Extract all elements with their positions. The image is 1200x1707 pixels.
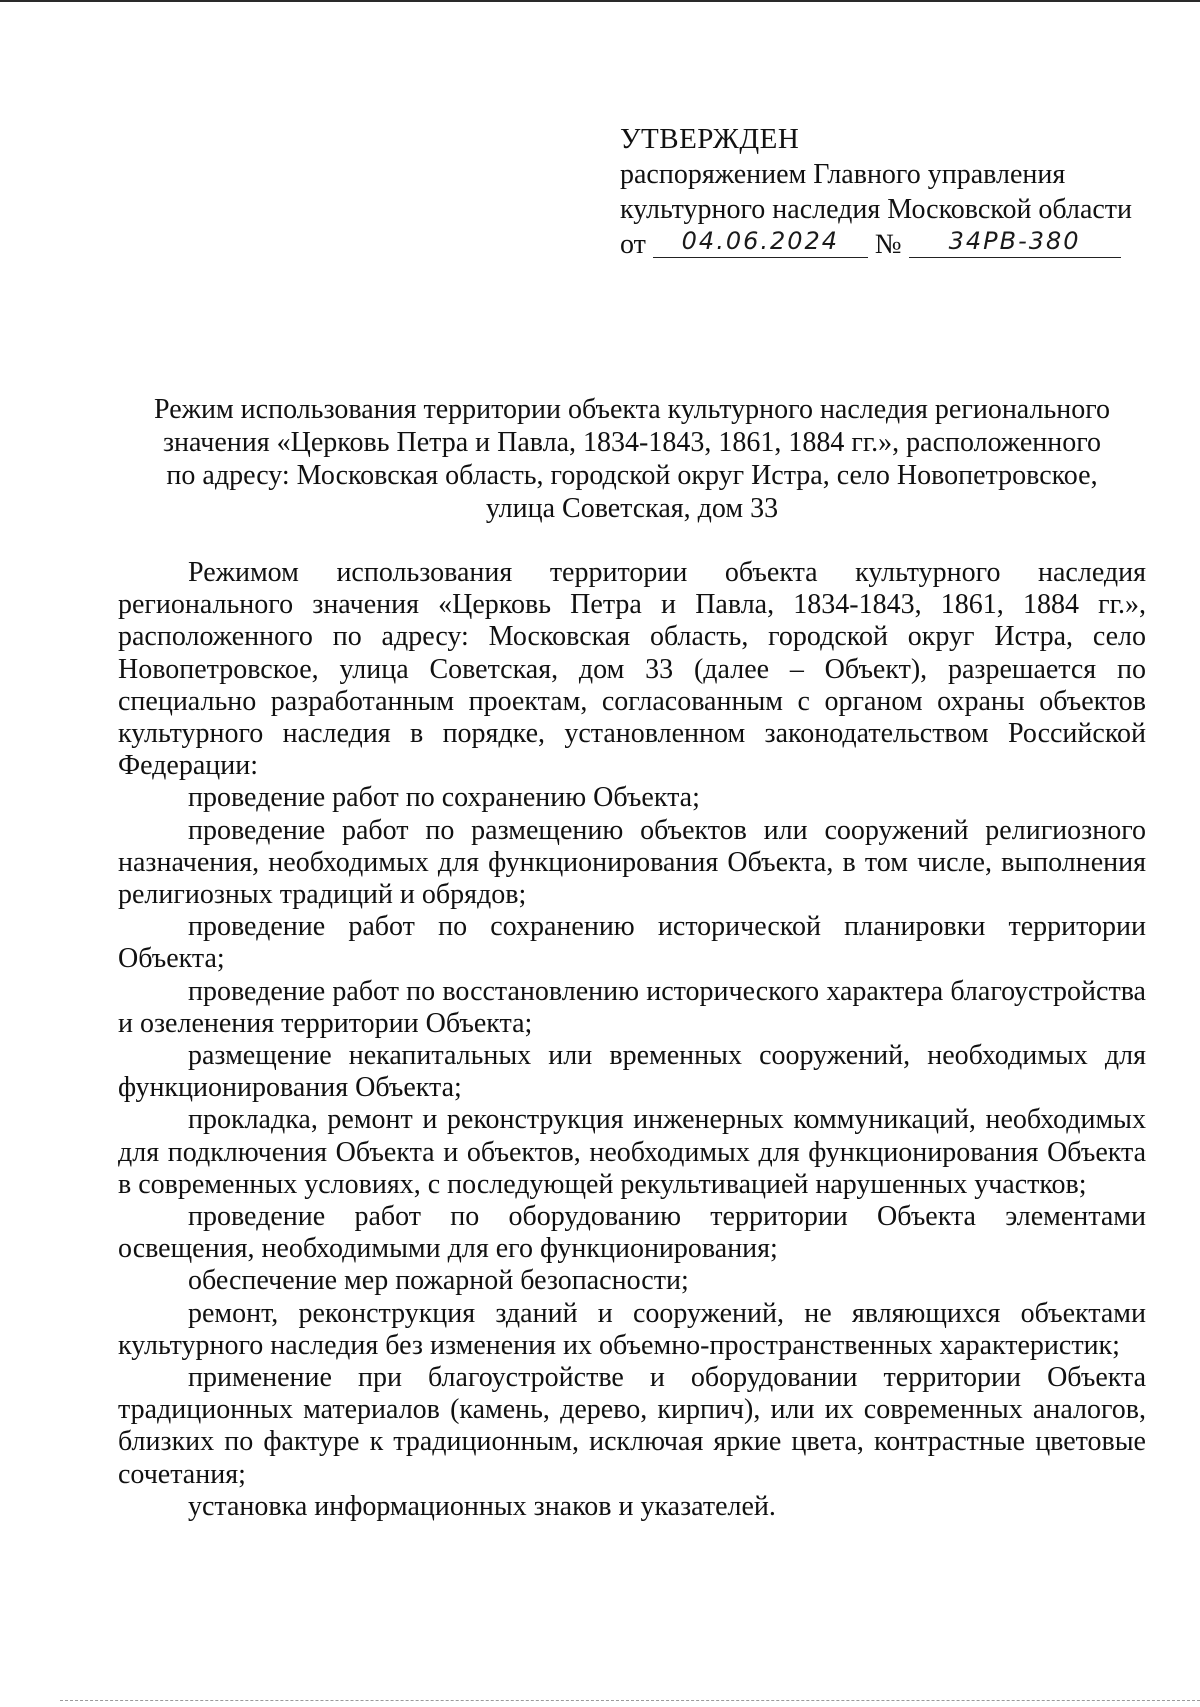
list-item: проведение работ по сохранению Объекта; xyxy=(188,782,700,814)
title-line-4: улица Советская, дом 33 xyxy=(485,493,779,524)
list-item: проведение работ по размещению объектов или сооружений религиозного назначения, необходимых для функционирования Объекта, в том числе, выполнения религиозных традиций и обрядов; xyxy=(118,814,1146,911)
date-field xyxy=(653,227,868,258)
handwritten-number: 34РВ-380 xyxy=(948,227,1081,255)
title-line-3: по адресу: Московская область, городской округ Истра, село Новопетровское, xyxy=(166,460,1098,491)
list-item: размещение некапитальных или временных сооружений, необходимых для функционирования Объекта; xyxy=(118,1040,1146,1104)
approval-heading: УТВЕРЖДЕН xyxy=(620,123,800,155)
list-item: применение при благоустройстве и оборудовании территории Объекта традиционных материалов (камень, дерево, кирпич), или их современных аналогов, близких по фактуре к традиционным, исключая яркие цвета, контрастные цветовые сочетания; xyxy=(118,1362,1146,1490)
date-prefix: от xyxy=(620,229,646,260)
approval-date-number-line xyxy=(620,227,1180,262)
title-line-1: Режим использования территории объекта культурного наследия регионального xyxy=(154,394,1110,425)
approval-line-2: культурного наследия Московской области xyxy=(620,194,1133,225)
approval-line-1: распоряжением Главного управления xyxy=(620,159,1066,190)
document-body xyxy=(118,557,1146,1523)
approval-stamp-block xyxy=(620,122,1180,262)
list-item: проведение работ по оборудованию территории Объекта элементами освещения, необходимыми для его функционирования; xyxy=(118,1201,1146,1265)
list-item: обеспечение мер пожарной безопасности; xyxy=(188,1265,689,1297)
number-field xyxy=(909,227,1121,258)
title-line-2: значения «Церковь Петра и Павла, 1834-1843, 1861, 1884 гг.», расположенного xyxy=(162,427,1102,458)
list-item: проведение работ по сохранению исторической планировки территории Объекта; xyxy=(118,911,1146,975)
list-item: проведение работ по восстановлению исторического характера благоустройства и озеленения территории Объекта; xyxy=(118,975,1146,1039)
scan-bottom-edge xyxy=(60,1700,1200,1701)
list-item: прокладка, ремонт и реконструкция инженерных коммуникаций, необходимых для подключения Объекта и объектов, необходимых для функционирования Объекта в современных условиях, с последующей рекультивацией нарушенных участков; xyxy=(118,1104,1146,1200)
intro-paragraph: Режимом использования территории объекта культурного наследия регионального значения «Церковь Петра и Павла, 1834-1843, 1861, 1884 гг.», расположенного по адресу: Московская область, городской округ Истра, село Новопетровское, улица Советская, дом 33 (далее – Объект), разрешается по специально разработанным проектам, согласованным с органом охраны объектов культурного наследия в порядке, установленном законодательством Российской Федерации: xyxy=(118,557,1146,782)
number-prefix: № xyxy=(874,229,902,260)
scan-top-edge xyxy=(0,0,1200,2)
handwritten-date: 04.06.2024 xyxy=(681,227,840,255)
list-item: установка информационных знаков и указателей. xyxy=(188,1490,776,1522)
list-item: ремонт, реконструкция зданий и сооружений, не являющихся объектами культурного наследия без изменения их объемно-пространственных характеристик; xyxy=(118,1297,1146,1361)
document-title xyxy=(118,393,1146,525)
